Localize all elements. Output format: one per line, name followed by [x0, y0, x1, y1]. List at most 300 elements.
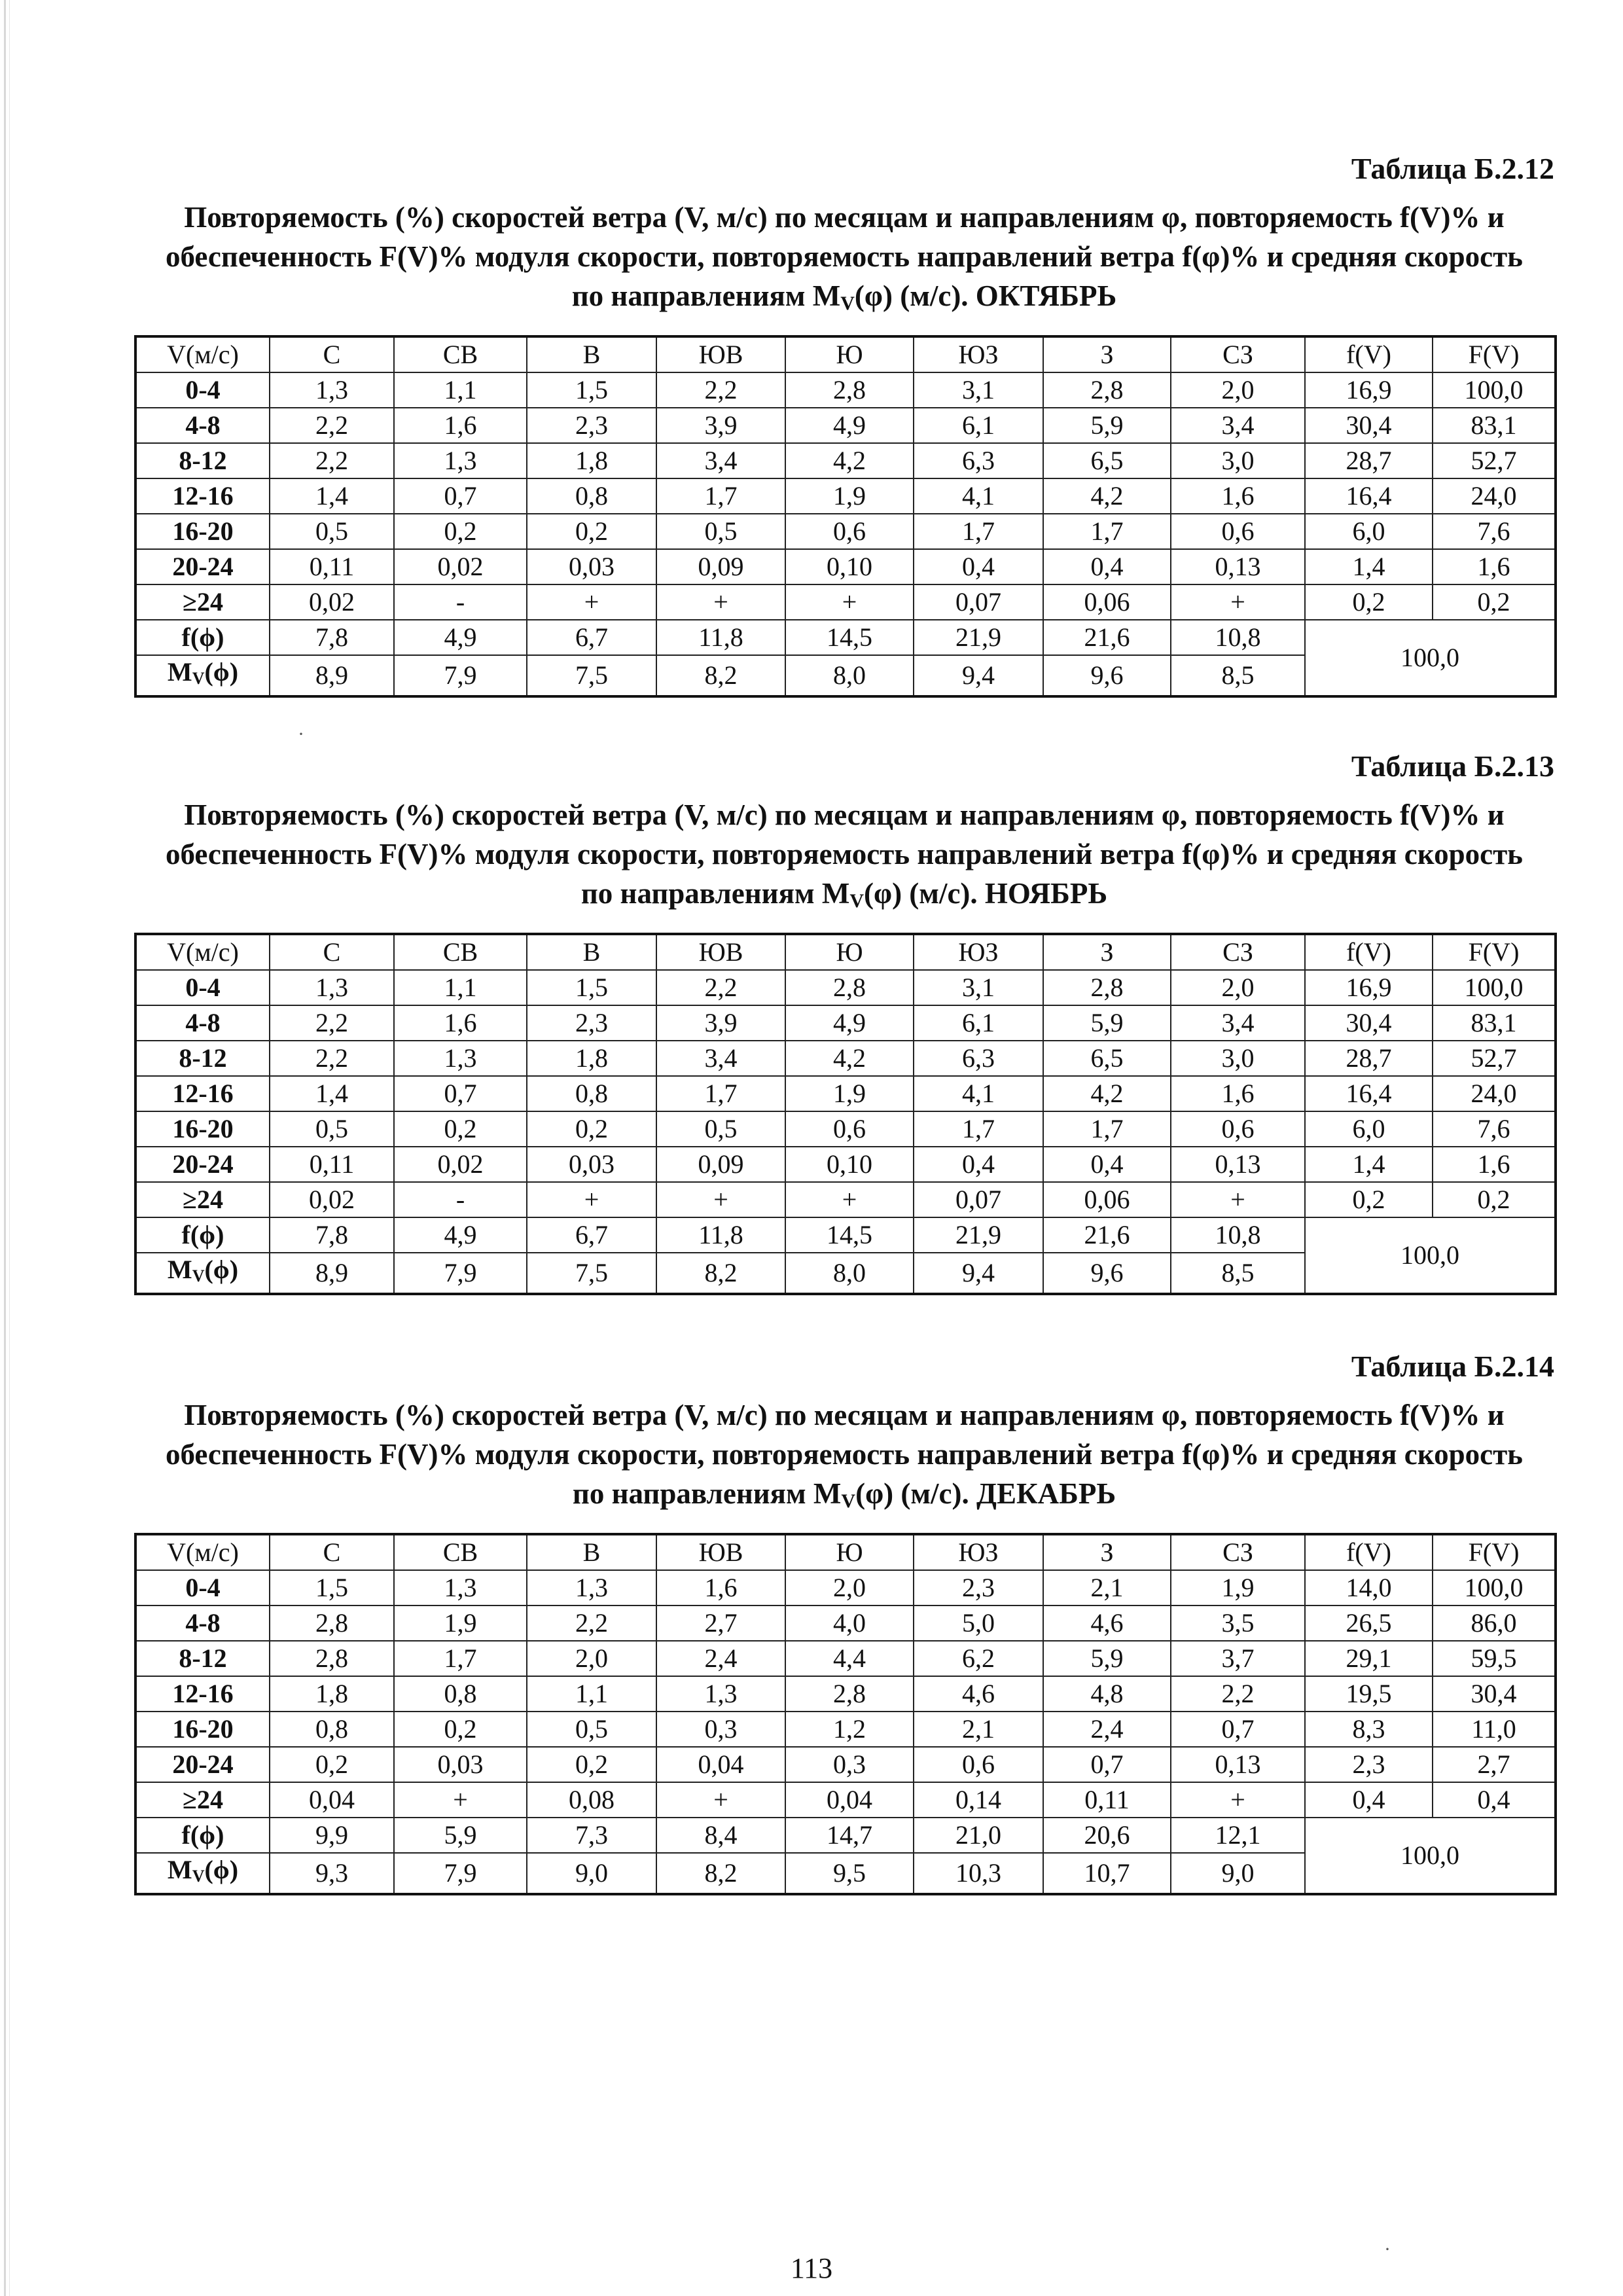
table-cell: 1,8: [527, 1041, 656, 1076]
table-cell: 0,5: [656, 1111, 785, 1147]
table-cell: 28,7: [1305, 443, 1433, 478]
table-cell: 2,1: [1043, 1570, 1171, 1605]
column-header: F(V): [1433, 336, 1556, 372]
column-header: З: [1043, 1534, 1171, 1570]
row-header: 12-16: [135, 478, 270, 514]
table-cell: 1,6: [1171, 1076, 1305, 1111]
table-cell: 8,5: [1171, 1253, 1305, 1294]
table-cell: 8,3: [1305, 1712, 1433, 1747]
table-cell: 4,9: [785, 408, 914, 443]
column-header: В: [527, 934, 656, 970]
table-cell: 0,10: [785, 1147, 914, 1182]
table-cell: 20,6: [1043, 1818, 1171, 1853]
table-cell: 1,3: [394, 1041, 527, 1076]
wind-table: [134, 1533, 1557, 1895]
table-cell: 4,4: [785, 1641, 914, 1676]
table-cell: 1,5: [527, 372, 656, 408]
row-header: 16-20: [135, 1712, 270, 1747]
table-cell: 8,2: [656, 1253, 785, 1294]
table-label: Таблица Б.2.12: [1351, 152, 1554, 185]
table-cell: 0,04: [785, 1782, 914, 1818]
table-cell: 0,4: [1043, 549, 1171, 584]
row-header: $M_V(\phi)$: [135, 655, 270, 696]
column-header: ЮВ: [656, 336, 785, 372]
table-cell: 1,6: [394, 1005, 527, 1041]
table-cell: 0,7: [1043, 1747, 1171, 1782]
table-caption: Повторяемость (%) скоростей ветра (V, м/с) по месяцам и направлениям φ, повторяемость f(V)% и обеспеченность F(V)% модуля скорости, повторяемость направлений ветра f(φ)% и средняя скорость по направлениям $M_V(\varphi)$ (м/с). ДЕКАБРЬ: [166, 1399, 1523, 1512]
table-cell: 3,4: [1171, 408, 1305, 443]
table-cell: 3,9: [656, 408, 785, 443]
table-cell: 2,8: [785, 1676, 914, 1712]
column-header: f(V): [1305, 1534, 1433, 1570]
table-cell: 7,9: [394, 655, 527, 696]
table-row: [135, 1712, 1556, 1747]
table-cell: 4,2: [1043, 1076, 1171, 1111]
table-cell: 1,8: [270, 1676, 394, 1712]
table-cell: 2,3: [1305, 1747, 1433, 1782]
table-cell: 1,9: [1171, 1570, 1305, 1605]
table-row: [135, 549, 1556, 584]
table-cell: 0,10: [785, 549, 914, 584]
row-header: 12-16: [135, 1676, 270, 1712]
table-cell: 3,5: [1171, 1605, 1305, 1641]
table-cell: 1,7: [1043, 514, 1171, 549]
table-cell: 83,1: [1433, 1005, 1556, 1041]
table-cell: 52,7: [1433, 443, 1556, 478]
row-header: 20-24: [135, 1147, 270, 1182]
table-row: [135, 1570, 1556, 1605]
table-caption: Повторяемость (%) скоростей ветра (V, м/с) по месяцам и направлениям φ, повторяемость f(V)% и обеспеченность F(V)% модуля скорости, повторяемость направлений ветра f(φ)% и средняя скорость по направлениям $M_V(\varphi)$ (м/с). ОКТЯБРЬ: [166, 201, 1523, 314]
table-cell: 2,2: [1171, 1676, 1305, 1712]
column-header: З: [1043, 934, 1171, 970]
table-cell: 12,1: [1171, 1818, 1305, 1853]
table-cell: 4,1: [914, 478, 1043, 514]
table-cell: 2,2: [270, 1041, 394, 1076]
table-cell: 0,02: [270, 584, 394, 620]
table-cell: 0,03: [527, 1147, 656, 1182]
table-cell: 9,6: [1043, 1253, 1171, 1294]
table-cell: 0,4: [1043, 1147, 1171, 1182]
table-cell: 0,13: [1171, 1147, 1305, 1182]
table-cell: 16,4: [1305, 1076, 1433, 1111]
table-cell: 2,0: [1171, 970, 1305, 1005]
table-cell: 14,0: [1305, 1570, 1433, 1605]
table-cell: 0,09: [656, 1147, 785, 1182]
table-cell: 30,4: [1305, 1005, 1433, 1041]
row-header: 8-12: [135, 1641, 270, 1676]
header-row: [135, 934, 1556, 970]
table-cell: 21,9: [914, 1217, 1043, 1253]
table-cell: 4,2: [785, 443, 914, 478]
table-cell: 0,8: [394, 1676, 527, 1712]
header-row: [135, 1534, 1556, 1570]
table-cell: 0,13: [1171, 1747, 1305, 1782]
table-cell: 7,9: [394, 1253, 527, 1294]
table-row: [135, 1782, 1556, 1818]
table-cell: 4,6: [914, 1676, 1043, 1712]
table-cell: 0,2: [1305, 1182, 1433, 1217]
row-header: $M_V(\phi)$: [135, 1253, 270, 1294]
table-cell: 0,2: [394, 1712, 527, 1747]
table-cell: 0,2: [1305, 584, 1433, 620]
table-cell: 1,1: [394, 970, 527, 1005]
column-header: V(м/с): [135, 934, 270, 970]
table-cell: +: [656, 584, 785, 620]
table-cell: 9,3: [270, 1853, 394, 1894]
column-header: С: [270, 934, 394, 970]
table-cell: 10,8: [1171, 620, 1305, 655]
table-row: [135, 478, 1556, 514]
table-cell: 0,8: [527, 1076, 656, 1111]
table-cell: 26,5: [1305, 1605, 1433, 1641]
table-cell: 2,4: [656, 1641, 785, 1676]
table-cell: 21,0: [914, 1818, 1043, 1853]
table-cell: 21,9: [914, 620, 1043, 655]
table-cell: 1,3: [656, 1676, 785, 1712]
table-cell: +: [1171, 584, 1305, 620]
table-cell: 7,8: [270, 620, 394, 655]
table-cell: 16,9: [1305, 970, 1433, 1005]
table-cell: 10,8: [1171, 1217, 1305, 1253]
table-cell: 0,08: [527, 1782, 656, 1818]
table-cell: 6,0: [1305, 1111, 1433, 1147]
table-cell: 1,6: [1433, 1147, 1556, 1182]
table-cell: 5,9: [1043, 1641, 1171, 1676]
table-cell: 9,0: [527, 1853, 656, 1894]
table-cell: 0,11: [270, 1147, 394, 1182]
table-cell: 3,0: [1171, 443, 1305, 478]
table-cell: 0,4: [1305, 1782, 1433, 1818]
table-block-november: [134, 748, 1554, 1295]
table-cell: 0,06: [1043, 1182, 1171, 1217]
table-cell: 100,0: [1433, 1570, 1556, 1605]
table-cell: 1,5: [270, 1570, 394, 1605]
row-header: 16-20: [135, 514, 270, 549]
table-cell: 1,3: [394, 443, 527, 478]
table-cell: 4,6: [1043, 1605, 1171, 1641]
table-cell: 3,4: [656, 1041, 785, 1076]
table-row: [135, 408, 1556, 443]
table-row: [135, 1676, 1556, 1712]
table-cell: 83,1: [1433, 408, 1556, 443]
table-cell: 4,9: [785, 1005, 914, 1041]
table-cell: 7,5: [527, 655, 656, 696]
direction-frequency-row: [135, 1217, 1556, 1253]
table-cell: 11,8: [656, 1217, 785, 1253]
table-cell: 30,4: [1305, 408, 1433, 443]
table-cell: -: [394, 1182, 527, 1217]
table-row: [135, 1605, 1556, 1641]
table-cell: 6,0: [1305, 514, 1433, 549]
table-cell: 0,5: [527, 1712, 656, 1747]
total-cell: 100,0: [1305, 1217, 1556, 1294]
table-cell: 0,14: [914, 1782, 1043, 1818]
table-cell: 11,0: [1433, 1712, 1556, 1747]
table-cell: 4,0: [785, 1605, 914, 1641]
table-cell: 0,11: [1043, 1782, 1171, 1818]
table-cell: 2,2: [656, 970, 785, 1005]
table-row: [135, 1076, 1556, 1111]
table-cell: 7,3: [527, 1818, 656, 1853]
table-cell: 0,11: [270, 549, 394, 584]
table-cell: -: [394, 584, 527, 620]
table-cell: 19,5: [1305, 1676, 1433, 1712]
table-cell: 4,8: [1043, 1676, 1171, 1712]
column-header: СЗ: [1171, 336, 1305, 372]
table-cell: +: [785, 584, 914, 620]
table-cell: 10,7: [1043, 1853, 1171, 1894]
table-cell: 8,4: [656, 1818, 785, 1853]
row-header: 0-4: [135, 1570, 270, 1605]
table-cell: 2,7: [1433, 1747, 1556, 1782]
table-cell: 24,0: [1433, 1076, 1556, 1111]
total-cell: 100,0: [1305, 620, 1556, 696]
column-header: F(V): [1433, 934, 1556, 970]
table-cell: 0,04: [656, 1747, 785, 1782]
table-cell: 0,06: [1043, 584, 1171, 620]
table-cell: 1,7: [914, 1111, 1043, 1147]
table-cell: 0,7: [394, 1076, 527, 1111]
table-cell: 1,4: [1305, 549, 1433, 584]
table-cell: 6,1: [914, 408, 1043, 443]
table-cell: 1,6: [656, 1570, 785, 1605]
table-row: [135, 1182, 1556, 1217]
table-cell: 1,2: [785, 1712, 914, 1747]
table-cell: 2,1: [914, 1712, 1043, 1747]
table-row: [135, 372, 1556, 408]
table-cell: 0,2: [270, 1747, 394, 1782]
table-cell: 24,0: [1433, 478, 1556, 514]
table-cell: 7,6: [1433, 1111, 1556, 1147]
table-cell: 0,03: [394, 1747, 527, 1782]
page-number: 113: [790, 2252, 833, 2284]
table-cell: 0,6: [785, 1111, 914, 1147]
table-cell: 1,4: [270, 478, 394, 514]
column-header: Ю: [785, 1534, 914, 1570]
table-cell: 0,4: [914, 549, 1043, 584]
table-cell: 5,9: [394, 1818, 527, 1853]
table-cell: 8,9: [270, 655, 394, 696]
table-cell: 6,7: [527, 620, 656, 655]
table-cell: 29,1: [1305, 1641, 1433, 1676]
table-cell: 1,7: [656, 1076, 785, 1111]
row-header: f(ϕ): [135, 620, 270, 655]
table-cell: 6,1: [914, 1005, 1043, 1041]
table-cell: 4,2: [1043, 478, 1171, 514]
table-cell: 0,2: [527, 1111, 656, 1147]
table-cell: 0,3: [785, 1747, 914, 1782]
table-cell: +: [785, 1182, 914, 1217]
table-cell: 3,7: [1171, 1641, 1305, 1676]
table-cell: 0,2: [394, 1111, 527, 1147]
table-row: [135, 1111, 1556, 1147]
table-cell: 30,4: [1433, 1676, 1556, 1712]
table-cell: 2,2: [270, 443, 394, 478]
table-row: [135, 1005, 1556, 1041]
table-cell: 2,3: [527, 1005, 656, 1041]
table-cell: 0,09: [656, 549, 785, 584]
table-cell: 6,2: [914, 1641, 1043, 1676]
table-cell: 0,2: [394, 514, 527, 549]
table-cell: 1,7: [1043, 1111, 1171, 1147]
table-cell: 9,4: [914, 1253, 1043, 1294]
scan-speck: ·: [1384, 2238, 1391, 2260]
column-header: ЮЗ: [914, 934, 1043, 970]
wind-table: [134, 933, 1557, 1295]
table-cell: 100,0: [1433, 970, 1556, 1005]
table-cell: 9,6: [1043, 655, 1171, 696]
table-cell: 5,0: [914, 1605, 1043, 1641]
column-header: СВ: [394, 336, 527, 372]
table-cell: 8,2: [656, 655, 785, 696]
row-header: 8-12: [135, 1041, 270, 1076]
table-cell: 8,2: [656, 1853, 785, 1894]
table-cell: 2,8: [1043, 372, 1171, 408]
row-header: 0-4: [135, 372, 270, 408]
column-header: ЮЗ: [914, 1534, 1043, 1570]
table-cell: 2,2: [656, 372, 785, 408]
table-cell: 3,4: [656, 443, 785, 478]
table-cell: 1,7: [914, 514, 1043, 549]
table-cell: 1,1: [394, 372, 527, 408]
table-row: [135, 443, 1556, 478]
table-cell: 1,9: [394, 1605, 527, 1641]
column-header: ЮВ: [656, 1534, 785, 1570]
table-cell: 2,3: [914, 1570, 1043, 1605]
row-header: 8-12: [135, 443, 270, 478]
scan-edge: [4, 0, 6, 2296]
table-cell: 6,5: [1043, 1041, 1171, 1076]
column-header: V(м/с): [135, 1534, 270, 1570]
table-cell: 1,7: [394, 1641, 527, 1676]
scan-speck: ·: [298, 723, 304, 745]
table-cell: 6,5: [1043, 443, 1171, 478]
scan-edge-inner: [9, 0, 10, 2296]
row-header: 20-24: [135, 1747, 270, 1782]
table-cell: 2,3: [527, 408, 656, 443]
table-cell: 2,8: [1043, 970, 1171, 1005]
column-header: F(V): [1433, 1534, 1556, 1570]
table-cell: 28,7: [1305, 1041, 1433, 1076]
table-caption: Повторяемость (%) скоростей ветра (V, м/с) по месяцам и направлениям φ, повторяемость f(V)% и обеспеченность F(V)% модуля скорости, повторяемость направлений ветра f(φ)% и средняя скорость по направлениям $M_V(\varphi)$ (м/с). НОЯБРЬ: [166, 798, 1523, 912]
table-cell: 1,3: [270, 372, 394, 408]
column-header: С: [270, 336, 394, 372]
table-cell: 0,5: [270, 514, 394, 549]
table-cell: 7,5: [527, 1253, 656, 1294]
table-cell: 4,1: [914, 1076, 1043, 1111]
table-cell: 0,3: [656, 1712, 785, 1747]
table-cell: 1,6: [394, 408, 527, 443]
table-cell: 9,5: [785, 1853, 914, 1894]
table-row: [135, 1641, 1556, 1676]
table-cell: 0,07: [914, 584, 1043, 620]
row-header: 4-8: [135, 408, 270, 443]
table-cell: 1,3: [270, 970, 394, 1005]
table-cell: 2,0: [527, 1641, 656, 1676]
table-cell: 8,0: [785, 1253, 914, 1294]
table-cell: 0,6: [785, 514, 914, 549]
wind-table: [134, 335, 1557, 698]
table-cell: 0,7: [394, 478, 527, 514]
table-cell: +: [1171, 1782, 1305, 1818]
table-cell: 9,0: [1171, 1853, 1305, 1894]
table-cell: 3,0: [1171, 1041, 1305, 1076]
table-cell: 0,13: [1171, 549, 1305, 584]
table-cell: 0,5: [270, 1111, 394, 1147]
row-header: ≥24: [135, 1782, 270, 1818]
table-cell: 0,02: [270, 1182, 394, 1217]
table-cell: 1,7: [656, 478, 785, 514]
table-row: [135, 970, 1556, 1005]
table-cell: 0,7: [1171, 1712, 1305, 1747]
table-cell: 0,02: [394, 549, 527, 584]
table-cell: +: [1171, 1182, 1305, 1217]
table-cell: 0,6: [1171, 514, 1305, 549]
table-cell: 2,7: [656, 1605, 785, 1641]
table-cell: 10,3: [914, 1853, 1043, 1894]
table-cell: 14,7: [785, 1818, 914, 1853]
row-header: 20-24: [135, 549, 270, 584]
table-cell: 7,6: [1433, 514, 1556, 549]
table-cell: 6,3: [914, 1041, 1043, 1076]
table-cell: 86,0: [1433, 1605, 1556, 1641]
table-cell: 14,5: [785, 1217, 914, 1253]
column-header: Ю: [785, 336, 914, 372]
table-cell: 2,2: [527, 1605, 656, 1641]
table-cell: 1,3: [394, 1570, 527, 1605]
table-cell: 3,9: [656, 1005, 785, 1041]
table-cell: 2,2: [270, 408, 394, 443]
table-cell: 2,8: [785, 372, 914, 408]
table-cell: 6,3: [914, 443, 1043, 478]
column-header: ЮЗ: [914, 336, 1043, 372]
table-cell: 3,1: [914, 372, 1043, 408]
table-cell: 1,3: [527, 1570, 656, 1605]
table-cell: 1,4: [1305, 1147, 1433, 1182]
table-cell: +: [656, 1782, 785, 1818]
column-header: З: [1043, 336, 1171, 372]
column-header: СЗ: [1171, 1534, 1305, 1570]
row-header: ≥24: [135, 584, 270, 620]
row-header: ≥24: [135, 1182, 270, 1217]
table-cell: 1,9: [785, 478, 914, 514]
table-cell: 3,1: [914, 970, 1043, 1005]
table-cell: 8,0: [785, 655, 914, 696]
row-header: $M_V(\phi)$: [135, 1853, 270, 1894]
table-cell: 0,6: [914, 1747, 1043, 1782]
column-header: В: [527, 1534, 656, 1570]
table-cell: 1,5: [527, 970, 656, 1005]
table-cell: 59,5: [1433, 1641, 1556, 1676]
table-cell: 0,4: [1433, 1782, 1556, 1818]
row-header: 12-16: [135, 1076, 270, 1111]
column-header: Ю: [785, 934, 914, 970]
table-cell: 9,9: [270, 1818, 394, 1853]
table-cell: 0,02: [394, 1147, 527, 1182]
table-cell: +: [394, 1782, 527, 1818]
table-cell: 0,8: [527, 478, 656, 514]
column-header: СЗ: [1171, 934, 1305, 970]
table-cell: 6,7: [527, 1217, 656, 1253]
table-cell: 2,0: [1171, 372, 1305, 408]
table-cell: 0,5: [656, 514, 785, 549]
table-cell: 5,9: [1043, 1005, 1171, 1041]
table-cell: 2,8: [270, 1641, 394, 1676]
table-row: [135, 514, 1556, 549]
table-cell: 0,2: [527, 514, 656, 549]
table-cell: 1,6: [1171, 478, 1305, 514]
table-cell: 0,03: [527, 549, 656, 584]
